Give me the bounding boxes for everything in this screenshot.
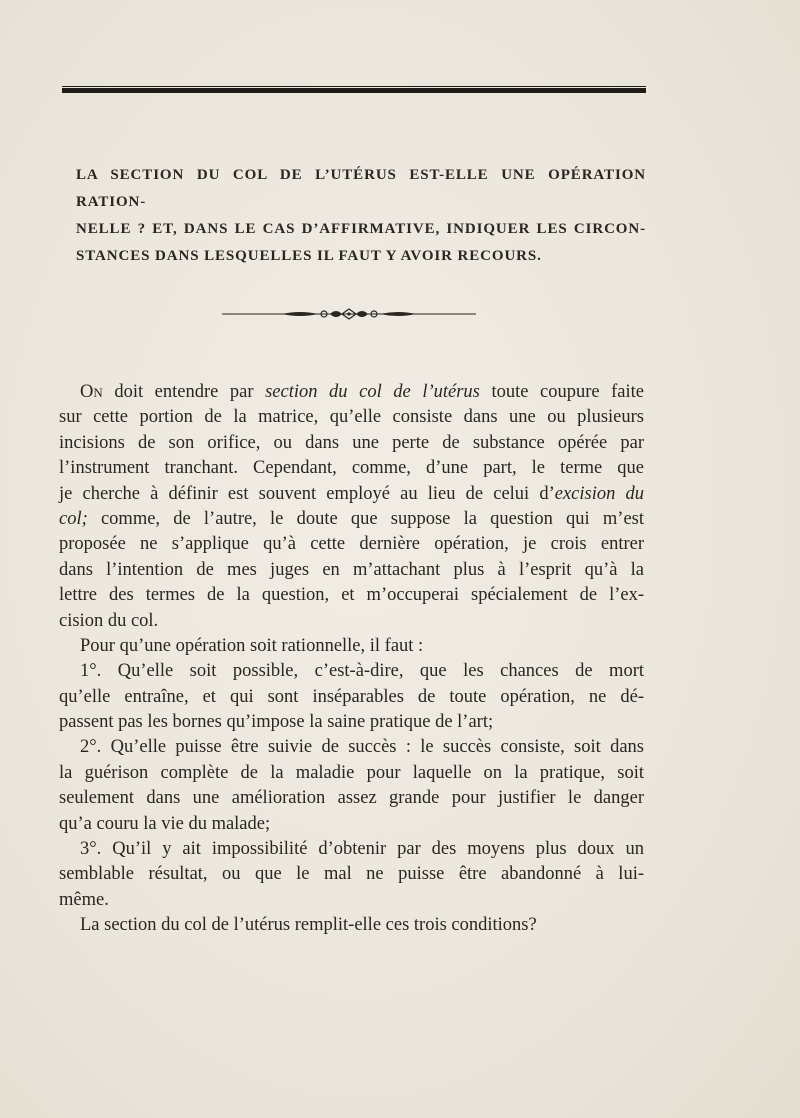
text-line: qu’a couru la vie du malade; [59,813,271,834]
text-line: passent pas les bornes qu’impose la saine pratique de l’art; [59,712,494,733]
text-span: toute coupure faite [479,382,645,402]
text-line: semblable résultat, ou que le mal ne puisse être abandonné à lui- [59,864,644,885]
text-line: lettre des termes de la question, et m’occuperai spécialement de l’ex- [59,585,644,606]
text-span: je cherche à définir est souvent employé au lieu de celui d’ [59,483,555,504]
drop-word: On [80,382,103,402]
italic-term: excision du [554,483,644,504]
text-line: cision du col. [59,610,159,631]
text-line: l’instrument tranchant. Cependant, comme, d’une part, le terme que [59,458,644,479]
text-line: la guérison complète de la maladie pour laquelle on la pratique, soit [59,762,644,783]
title-line: NELLE ? ET, DANS LE CAS D’AFFIRMATIVE, INDIQUER LES CIRCON- [76,221,646,237]
text-line: 3°. Qu’il y ait impossibilité d’obtenir par des moyens plus doux un [80,839,644,860]
title-line: STANCES DANS LESQUELLES IL FAUT Y AVOIR RECOURS. [76,248,542,264]
text-line: Pour qu’une opération soit rationnelle, il faut : [80,635,424,656]
italic-term: section du col de l’utérus [265,382,480,402]
text-line: sur cette portion de la matrice, qu’elle consiste dans une ou plusieurs [59,407,644,428]
text-line: proposée ne s’applique qu’à cette dernière opération, je crois entrer [59,534,644,555]
text-span: doit entendre par [102,382,266,402]
text-span: comme, de l’autre, le doute que suppose la question qui m’est [87,508,644,529]
ornamental-divider [222,305,476,323]
text-line [59,380,644,405]
text-line [59,482,644,507]
header-double-rule [62,86,646,95]
text-line: seulement dans une amélioration assez grande pour justifier le danger [59,788,644,809]
text-line: incisions de son orifice, ou dans une perte de substance opérée par [59,432,644,453]
text-line [59,507,644,532]
text-line: qu’elle entraîne, et qui sont inséparables de toute opération, ne dé- [59,686,644,707]
chapter-title [76,162,646,270]
header-thin-rule [62,86,646,87]
text-line: 1°. Qu’elle soit possible, c’est-à-dire, que les chances de mort [80,661,644,682]
text-line: La section du col de l’utérus remplit-elle ces trois conditions? [80,915,537,936]
text-line: même. [59,889,109,910]
title-line: LA SECTION DU COL DE L’UTÉRUS EST-ELLE UNE OPÉRATION RATION- [76,167,646,210]
text-line: 2°. Qu’elle puisse être suivie de succès : le succès consiste, soit dans [80,737,644,758]
header-thick-rule [62,88,646,93]
italic-term: col; [59,508,88,529]
text-line: dans l’intention de mes juges en m’attachant plus à l’esprit qu’à la [59,559,644,580]
main-text [59,380,644,939]
